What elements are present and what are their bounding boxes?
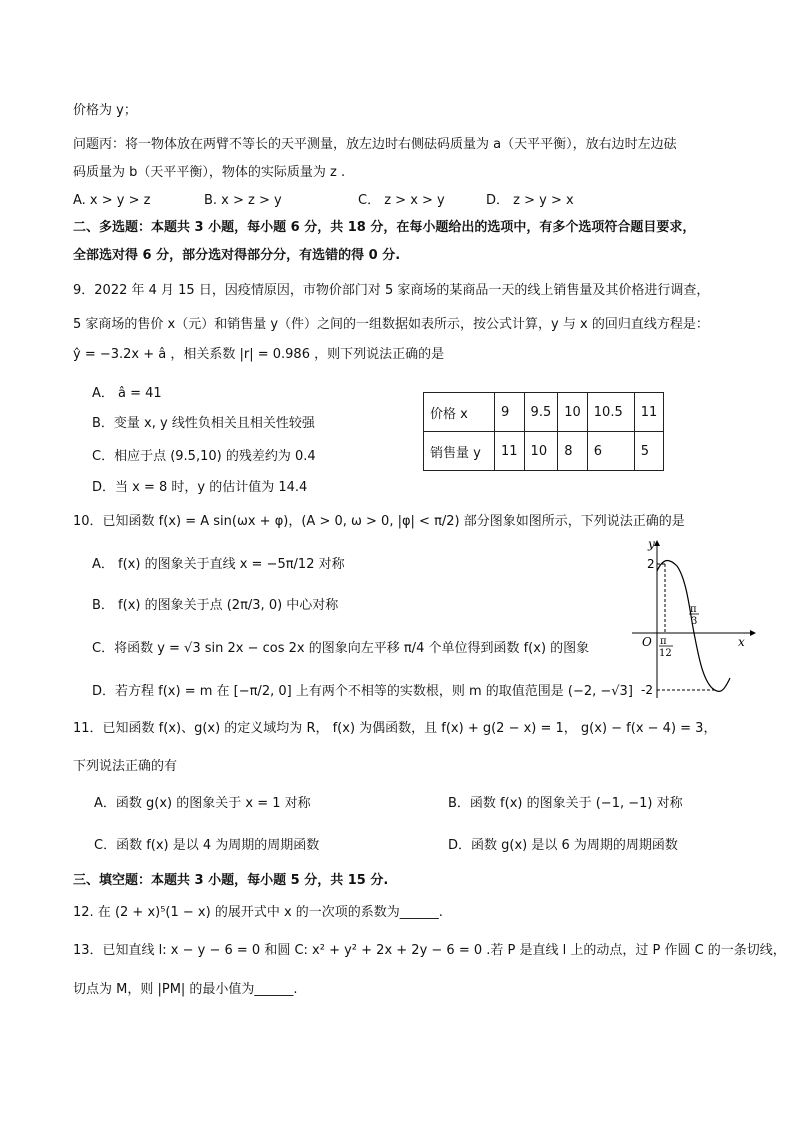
section-heading: 三、填空题：本题共 3 小题，每小题 5 分，共 15 分. — [73, 873, 389, 888]
y-label: y — [648, 538, 655, 551]
option-c: C．将函数 y = √3 sin 2x − cos 2x 的图象向左平移 π/4 个单位得到函数 f(x) 的图象 — [92, 641, 590, 656]
question-11: 下列说法正确的有 — [73, 759, 178, 774]
tick-pi-3-den: 3 — [691, 616, 698, 627]
table-row — [424, 393, 664, 432]
table-cell: 8 — [558, 432, 588, 471]
table-cell: 10.5 — [587, 393, 634, 432]
question-9: 5 家商场的售价 x（元）和销售量 y（件）之间的一组数据如表所示，按公式计算，y 与 x 的回归直线方程是： — [73, 317, 709, 332]
option-d: D． z > y > x — [486, 193, 574, 208]
section-heading: 二、多选题：本题共 3 小题，每小题 6 分，共 18 分，在每小题给出的选项中，有多个选项符合题目要求， — [73, 220, 696, 235]
table-cell: 9 — [495, 393, 525, 432]
table-cell: 10 — [524, 432, 558, 471]
option-b: B．函数 f(x) 的图象关于 (−1, −1) 对称 — [448, 796, 683, 811]
tick-pi-12-num: π — [660, 636, 667, 647]
option-a: A． f(x) 的图象关于直线 x = −5π/12 对称 — [92, 557, 345, 572]
tick-pi-12-den: 12 — [659, 648, 672, 659]
table-cell: 11 — [634, 393, 664, 432]
table-cell: 10 — [558, 393, 588, 432]
option-b: B. x > z > y — [204, 193, 282, 208]
option-c: C． z > x > y — [358, 193, 445, 208]
option-b: B．变量 x, y 线性负相关且相关性较强 — [92, 416, 315, 431]
table-cell: 6 — [587, 432, 634, 471]
question-9: 9．2022 年 4 月 15 日，因疫情原因，市物价部门对 5 家商场的某商品一天的线上销售量及其价格进行调查， — [73, 283, 710, 298]
option-a: A． â = 41 — [92, 386, 162, 401]
table-cell: 价格 x — [424, 393, 495, 432]
option-a: A. x > y > z — [73, 193, 151, 208]
y-min-label: -2 — [641, 683, 653, 697]
option-c: C．函数 f(x) 是以 4 为周期的周期函数 — [94, 838, 320, 853]
question-11: 11．已知函数 f(x)、g(x) 的定义域均为 R， f(x) 为偶函数，且 f(x) + g(2 − x) = 1， g(x) − f(x − 4) = 3， — [73, 721, 717, 736]
question-10: 10．已知函数 f(x) = A sin(ωx + φ)，(A > 0, ω > 0, |φ| < π/2) 部分图象如图所示，下列说法正确的是 — [73, 514, 685, 529]
question-12: 12. 在 (2 + x)⁵(1 − x) 的展开式中 x 的一次项的系数为______. — [73, 905, 443, 920]
y-axis-arrow — [654, 540, 660, 546]
option-b: B． f(x) 的图象关于点 (2π/3, 0) 中心对称 — [92, 598, 339, 613]
sine-graph — [632, 538, 757, 700]
option-a: A．函数 g(x) 的图象关于 x = 1 对称 — [94, 796, 311, 811]
question-9: ŷ = −3.2x + â ，相关系数 |r| = 0.986 ，则下列说法正确的是 — [73, 347, 445, 362]
y-max-label: 2 — [647, 557, 655, 571]
text-line: 问题丙：将一物体放在两臂不等长的天平测量，放左边时右侧砝码质量为 a（天平平衡），放右边时左边砝 — [73, 137, 677, 152]
origin-label: O — [642, 635, 652, 649]
table-cell: 9.5 — [524, 393, 558, 432]
option-d: D．函数 g(x) 是以 6 为周期的周期函数 — [448, 838, 678, 853]
text-line: 价格为 y； — [73, 103, 137, 118]
option-d: D．若方程 f(x) = m 在 [−π/2, 0] 上有两个不相等的实数根，则 m 的取值范围是 (−2, −√3] — [92, 684, 633, 699]
table-cell: 5 — [634, 432, 664, 471]
table-cell: 11 — [495, 432, 525, 471]
data-table — [423, 392, 664, 471]
table-row — [424, 432, 664, 471]
x-axis-arrow — [750, 630, 756, 636]
text-line: 码质量为 b（天平平衡），物体的实际质量为 z . — [73, 165, 346, 180]
tick-pi-3-num: π — [690, 604, 697, 615]
section-heading: 全部选对得 6 分，部分选对得部分分，有选错的得 0 分. — [73, 248, 401, 263]
question-13: 切点为 M，则 |PM| 的最小值为______. — [73, 982, 298, 997]
question-13: 13．已知直线 l: x − y − 6 = 0 和圆 C: x² + y² + 2x + 2y − 6 = 0 .若 P 是直线 l 上的动点，过 P 作圆 C 的一条切线， — [73, 943, 786, 958]
table-cell: 销售量 y — [424, 432, 495, 471]
option-c: C．相应于点 (9.5,10) 的残差约为 0.4 — [92, 449, 316, 464]
x-label: x — [738, 635, 745, 649]
option-d: D．当 x = 8 时，y 的估计值为 14.4 — [92, 480, 308, 495]
